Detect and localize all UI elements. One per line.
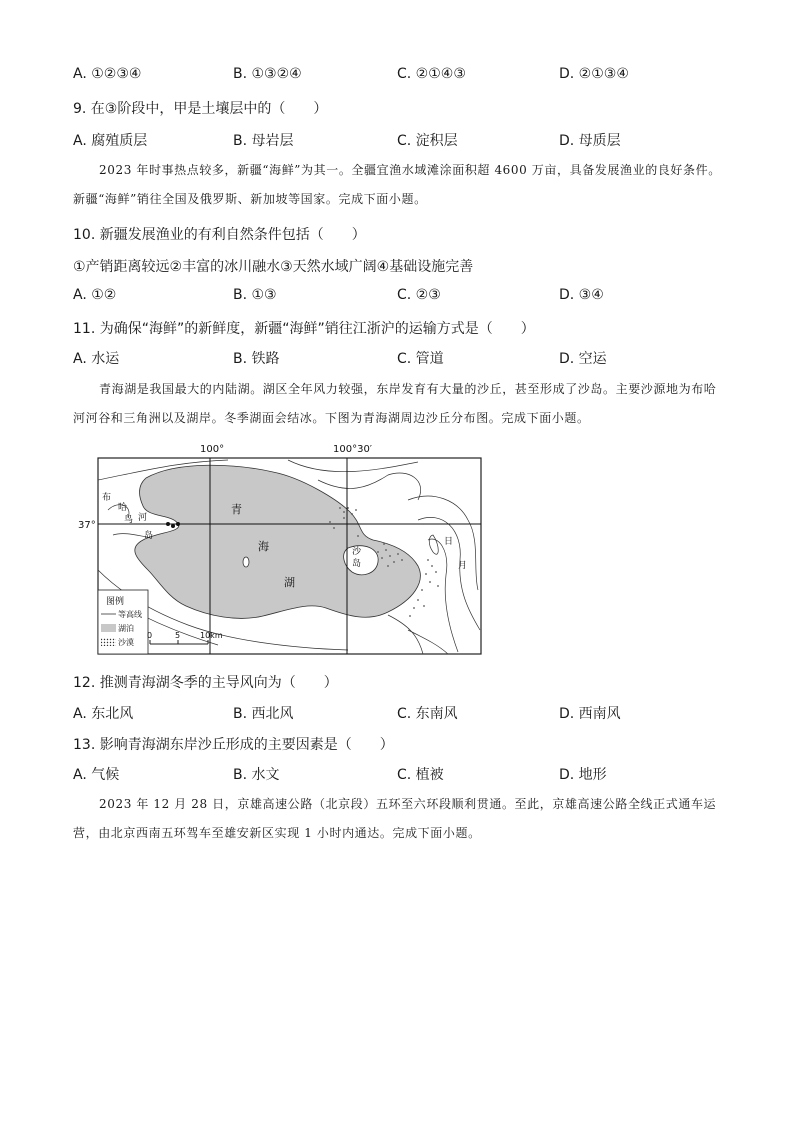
q9-option-d: D. 母质层 (559, 133, 621, 149)
q8-option-b: B. ①③②④ (233, 66, 302, 82)
qinghai-lake-dune-map (78, 440, 488, 658)
intro-highway: 2023 年 12 月 28 日，京雄高速公路（北京段）五环至六环段顺利贯通。至此，京雄高速公路全线正式通车运营，由北京西南五环驾车至雄安新区实现 1 小时内通达。完成下面小题。 (73, 797, 717, 840)
q12-stem: 12. 推测青海湖冬季的主导风向为（ ） (73, 675, 338, 691)
lon-label-100-30: 100°30′ (333, 444, 373, 455)
lake-name-hu: 湖 (284, 576, 295, 589)
label-ri: 日 (444, 537, 454, 547)
scale-0: 0 (147, 631, 153, 640)
q8-option-d: D. ②①③④ (559, 66, 629, 82)
label-he: 河 (138, 513, 148, 523)
legend-desert: 沙漠 (118, 638, 134, 647)
legend-lake: 湖泊 (118, 624, 134, 633)
lake-name-qing: 青 (231, 503, 242, 516)
label-yue: 月 (458, 561, 468, 571)
q8-option-c: C. ②①④③ (397, 66, 466, 82)
q13-option-d: D. 地形 (559, 767, 607, 783)
map-legend (98, 590, 148, 654)
q13-option-a: A. 气候 (73, 767, 120, 783)
q10-choices: ①产销距离较远②丰富的冰川融水③天然水域广阔④基础设施完善 (73, 259, 474, 275)
label-dao: 岛 (144, 531, 154, 541)
lake-name-hai: 海 (258, 540, 269, 553)
q12-option-d: D. 西南风 (559, 706, 621, 722)
intro-qinghai: 青海湖是我国最大的内陆湖。湖区全年风力较强，东岸发育有大量的沙丘，甚至形成了沙岛。主要沙源地为布哈河河谷和三角洲以及湖岸。冬季湖面会结冰。下图为青海湖周边沙丘分布图。完成下面小题。 (73, 382, 717, 425)
q10-option-c: C. ②③ (397, 287, 441, 303)
label-bu: 布 (102, 493, 112, 503)
label-sha: 沙 (352, 547, 362, 557)
scale-5: 5 (175, 631, 181, 640)
q12-option-c: C. 东南风 (397, 706, 458, 722)
scale-10km: 10km (200, 631, 223, 640)
q11-option-b: B. 铁路 (233, 351, 280, 367)
q11-option-d: D. 空运 (559, 351, 607, 367)
small-islet (243, 557, 249, 567)
q9-stem: 9. 在③阶段中，甲是土壤层中的（ ） (73, 101, 328, 117)
q11-option-c: C. 管道 (397, 351, 444, 367)
label-sha-dao: 岛 (352, 559, 362, 569)
q10-option-b: B. ①③ (233, 287, 277, 303)
q10-stem: 10. 新疆发展渔业的有利自然条件包括（ ） (73, 227, 366, 243)
q13-stem: 13. 影响青海湖东岸沙丘形成的主要因素是（ ） (73, 737, 394, 753)
lat-label-37: 37° (78, 520, 96, 531)
label-ha: 哈 (118, 503, 128, 513)
intro-fishery: 2023 年时事热点较多，新疆“海鲜”为其一。全疆宜渔水域滩涂面积超 4600 万亩，具备发展渔业的良好条件。新疆“海鲜”销往全国及俄罗斯、新加坡等国家。完成下面小题。 (73, 163, 721, 206)
legend-title: 图例 (106, 597, 125, 607)
q12-option-a: A. 东北风 (73, 706, 134, 722)
lon-label-100: 100° (200, 444, 225, 455)
q8-option-a: A. ①②③④ (73, 66, 142, 82)
q13-option-c: C. 植被 (397, 767, 444, 783)
q11-stem: 11. 为确保“海鲜”的新鲜度，新疆“海鲜”销往江浙沪的运输方式是（ ） (73, 321, 535, 337)
q10-option-d: D. ③④ (559, 287, 604, 303)
q9-option-a: A. 腐殖质层 (73, 133, 148, 149)
q10-option-a: A. ①② (73, 287, 117, 303)
q9-option-c: C. 淀积层 (397, 133, 458, 149)
label-niao: 鸟 (124, 515, 134, 525)
q11-option-a: A. 水运 (73, 351, 120, 367)
q13-option-b: B. 水文 (233, 767, 280, 783)
q12-option-b: B. 西北风 (233, 706, 294, 722)
legend-contour: 等高线 (118, 610, 142, 619)
q9-option-b: B. 母岩层 (233, 133, 294, 149)
